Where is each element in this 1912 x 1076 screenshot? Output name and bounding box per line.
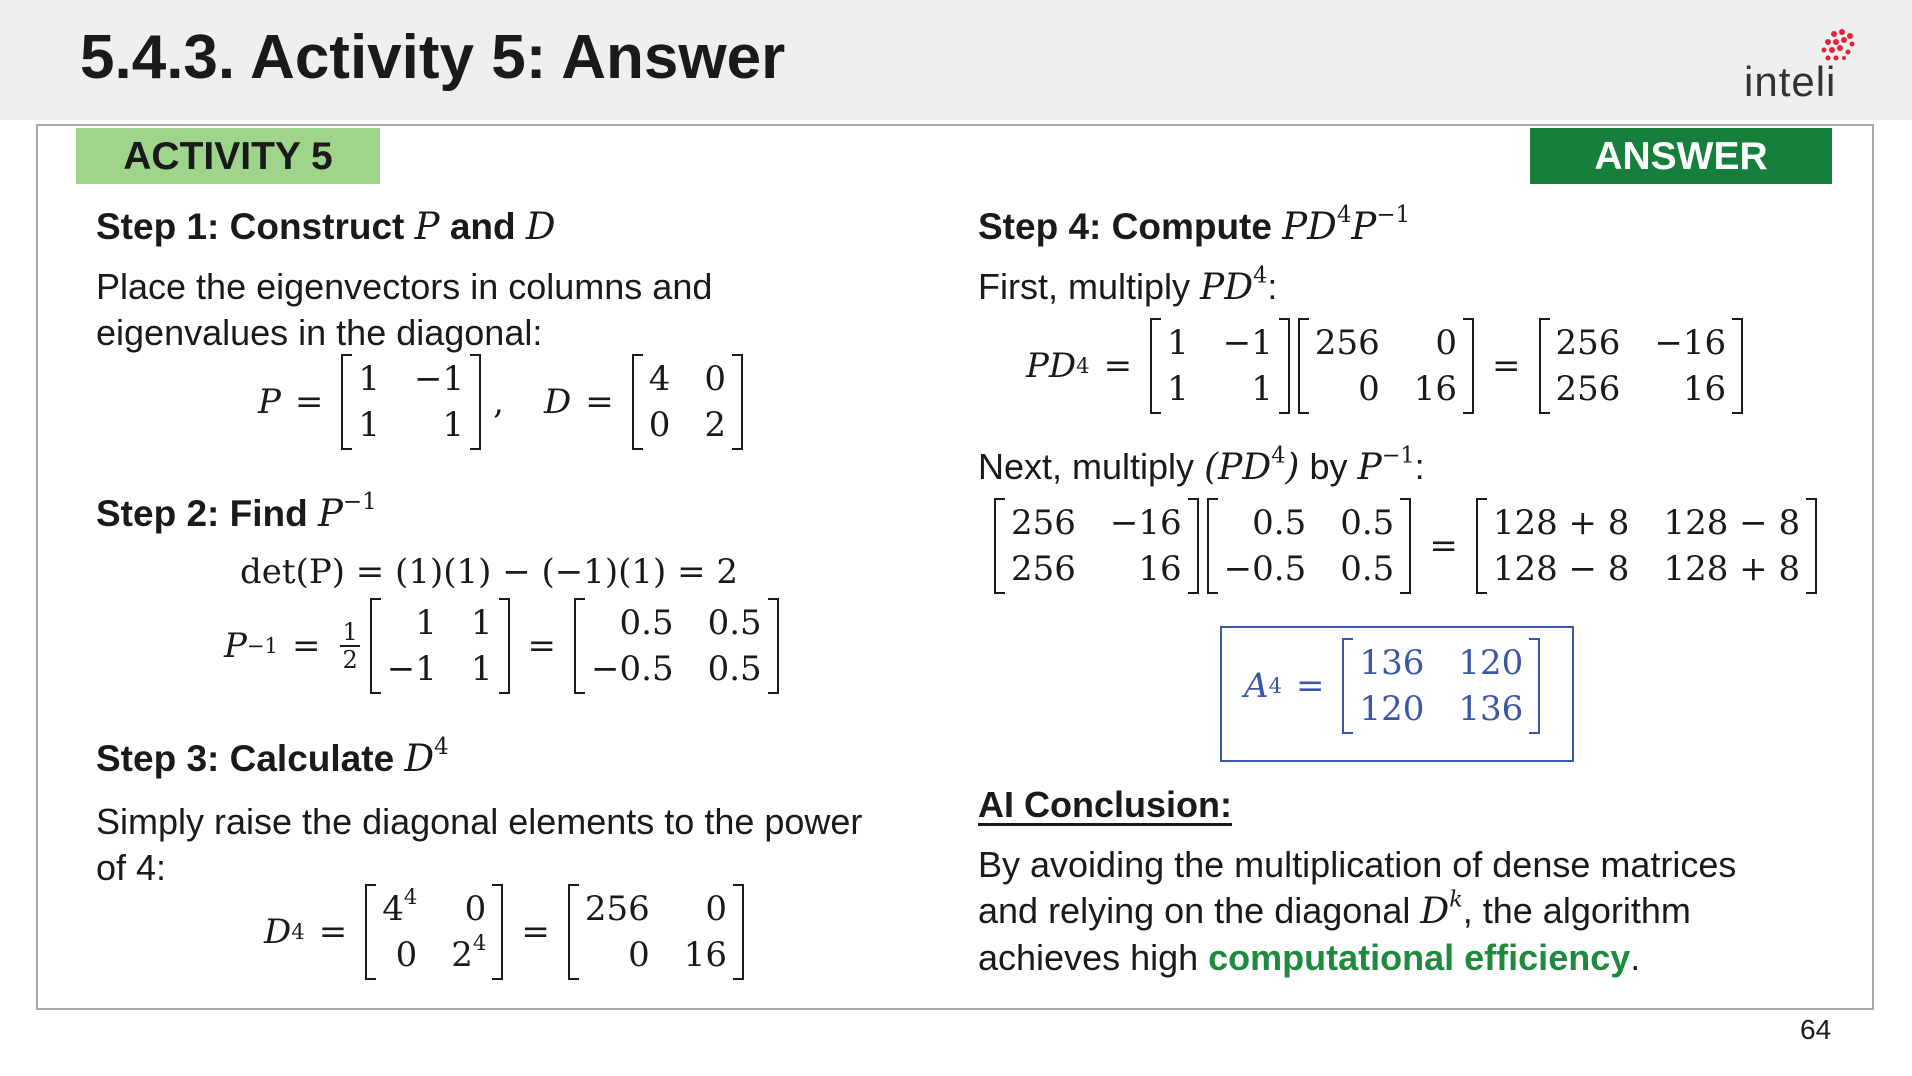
matrix-D4-right: 256 0 0 16: [1298, 318, 1474, 414]
conclusion-title: AI Conclusion:: [978, 784, 1232, 825]
step3-text: Simply raise the diagonal elements to the power of 4:: [96, 801, 863, 888]
logo-text: inteli: [1744, 58, 1837, 105]
PD4-equation: PD 4 = 1 −1 1 1 256 0 0 16 = 256 −16 256 16: [1026, 318, 1747, 414]
page-number: 64: [1800, 1014, 1832, 1045]
step1-heading: Step 1: Construct P and D: [96, 205, 556, 248]
page-title: 5.4.3. Activity 5: Answer: [80, 23, 786, 92]
matrix-adjugate: 1 1 −1 1: [370, 598, 510, 694]
P-inverse-equation: P −1 = $\frac{1}{2}$ 1 1 −1 1 = 0.5 0.5 −0.5 0.5: [224, 598, 783, 694]
next-multiply-text: Next, multiply $(PD^4)$ by $P^{-1}$:: [978, 442, 1425, 488]
matrix-P-inverse-right: 0.5 0.5 −0.5 0.5: [1207, 498, 1412, 594]
matrix-D4: 256 0 0 16: [568, 884, 744, 980]
matrix-PD4-left: 256 −16 256 16: [994, 498, 1199, 594]
matrix-D: 4 0 0 2: [632, 354, 743, 450]
P-and-D-equation: P = 1 −1 1 1 , D = 4 0 0 2: [258, 354, 747, 450]
step2-heading: Step 2: Find $P^{-1}$: [96, 488, 377, 535]
step4-heading: Step 4: Compute $PD^4P^{-1}$: [978, 201, 1411, 248]
matrix-PD4: 256 −16 256 16: [1539, 318, 1744, 414]
inteli-logo: [1740, 28, 1870, 108]
step3-heading: Step 3: Calculate $D^4$: [96, 733, 449, 780]
A4-result-equation: A 4 = 136 120 120 136: [1244, 638, 1544, 734]
answer-tag: ANSWER: [1530, 128, 1832, 184]
efficiency-highlight: computational efficiency: [1208, 937, 1631, 978]
matrix-D-power: $4^4$ 0 0 $2^4$: [365, 884, 503, 980]
one-half-fraction: $\frac{1}{2}$: [342, 618, 358, 674]
matrix-A4: 136 120 120 136: [1342, 638, 1540, 734]
D4-equation: D 4 = $4^4$ 0 0 $2^4$ = 256 0 0 16: [264, 884, 748, 980]
activity-tag: ACTIVITY 5: [76, 128, 380, 184]
conclusion-text: By avoiding the multiplication of dense matrices and relying on the diagonal $D^k$, the algorithm achieves high computational efficiency.: [978, 844, 1737, 978]
matrix-result-sums: 128 + 8 128 − 8 128 − 8 128 + 8: [1476, 498, 1817, 594]
matrix-P: 1 −1 1 1: [341, 354, 481, 450]
det-equation: det(P) = (1)(1) − (−1)(1) = 2: [240, 552, 739, 592]
matrix-P-inverse: 0.5 0.5 −0.5 0.5: [574, 598, 779, 694]
final-multiply-equation: 256 −16 256 16 0.5 0.5 −0.5 0.5 = 128 + 8 128 − 8 128 − 8 128 + 8: [990, 498, 1821, 594]
step1-text: Place the eigenvectors in columns and eigenvalues in the diagonal:: [96, 266, 713, 353]
first-multiply-text: First, multiply $PD^4$:: [978, 262, 1278, 308]
matrix-P-right: 1 −1 1 1: [1150, 318, 1290, 414]
